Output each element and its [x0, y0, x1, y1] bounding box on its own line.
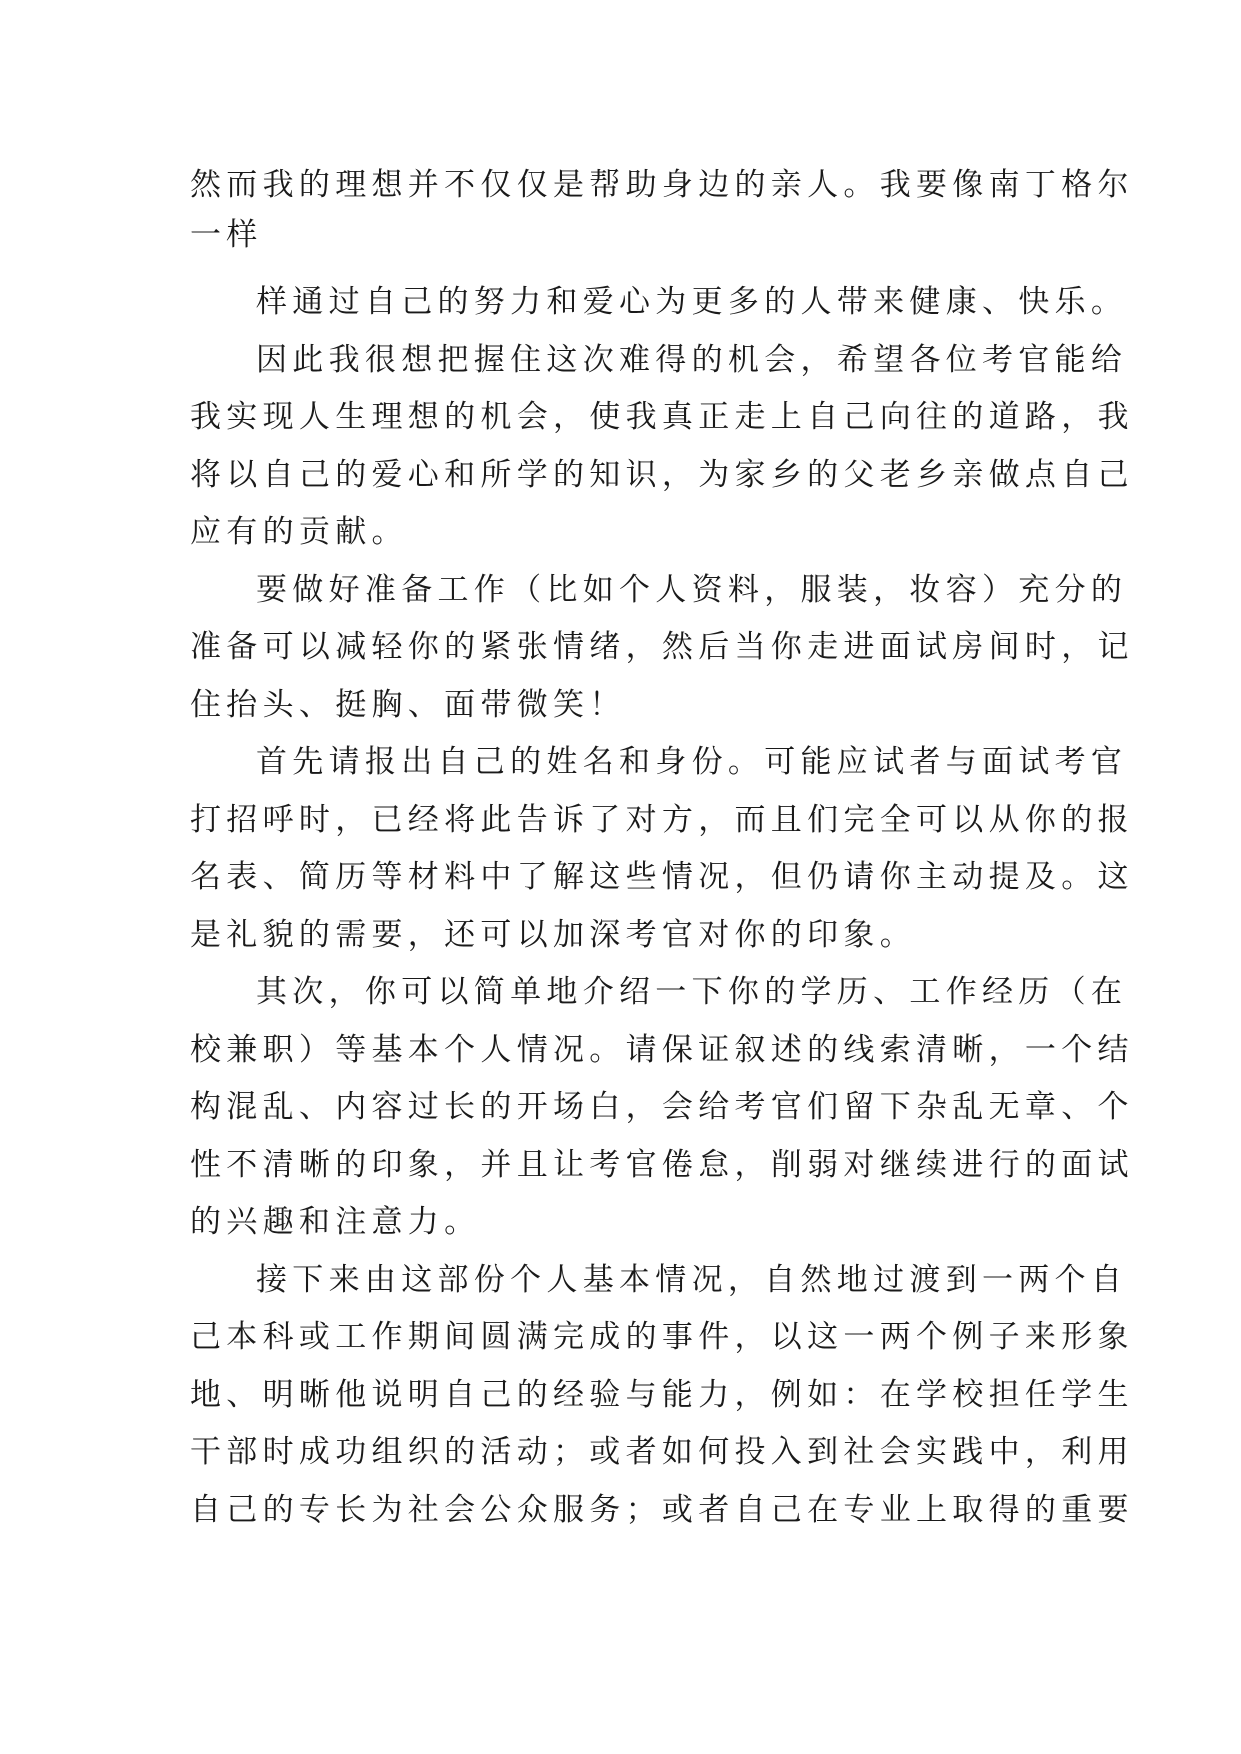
text-line: 样通过自己的努力和爱心为更多的人带来健康、快乐。	[256, 284, 1128, 320]
paragraph-start-line: 要做好准备工作（比如个人资料，服装，妆容）充分的	[256, 571, 1128, 608]
paragraph-start-line: 接下来由这部份个人基本情况，自然地过渡到一两个自	[256, 1261, 1128, 1298]
text-line: 将以自己的爱心和所学的知识，为家乡的父老乡亲做点自己	[190, 456, 1134, 493]
text-line: 打招呼时，已经将此告诉了对方，而且们完全可以从你的报	[190, 801, 1134, 838]
text-line: 应有的贡献。	[190, 514, 408, 550]
document-body	[190, 160, 1134, 1539]
paragraph-start-line: 其次，你可以简单地介绍一下你的学历、工作经历（在	[256, 974, 1128, 1010]
text-line: 我实现人生理想的机会，使我真正走上自己向往的道路，我	[190, 399, 1134, 435]
text-line: 然而我的理想并不仅仅是帮助身边的亲人。我要像南丁格尔	[190, 167, 1134, 203]
paragraph-start-line: 首先请报出自己的姓名和身份。可能应试者与面试考官	[256, 744, 1128, 780]
text-line: 己本科或工作期间圆满完成的事件，以这一两个例子来形象	[190, 1319, 1134, 1355]
text-line: 构混乱、内容过长的开场白，会给考官们留下杂乱无章、个	[190, 1089, 1134, 1125]
text-line: 校兼职）等基本个人情况。请保证叙述的线索清晰，一个结	[190, 1031, 1134, 1068]
text-line: 是礼貌的需要，还可以加深考官对你的印象。	[190, 916, 916, 953]
paragraph-start-line: 因此我很想把握住这次难得的机会，希望各位考官能给	[256, 341, 1128, 378]
text-line: 性不清晰的印象，并且让考官倦怠，削弱对继续进行的面试	[190, 1146, 1134, 1183]
text-line: 自己的专长为社会公众服务；或者自己在专业上取得的重要	[190, 1491, 1134, 1528]
text-line: 地、明晰他说明自己的经验与能力，例如：在学校担任学生	[190, 1376, 1134, 1413]
text-line: 干部时成功组织的活动；或者如何投入到社会实践中，利用	[190, 1434, 1134, 1470]
text-line: 的兴趣和注意力。	[190, 1204, 481, 1240]
text-line: 名表、简历等材料中了解这些情况，但仍请你主动提及。这	[190, 859, 1134, 895]
text-line: 住抬头、挺胸、面带微笑！	[190, 686, 626, 723]
text-line: 准备可以减轻你的紧张情绪，然后当你走进面试房间时，记	[190, 629, 1134, 665]
text-line: 一样	[190, 217, 263, 253]
